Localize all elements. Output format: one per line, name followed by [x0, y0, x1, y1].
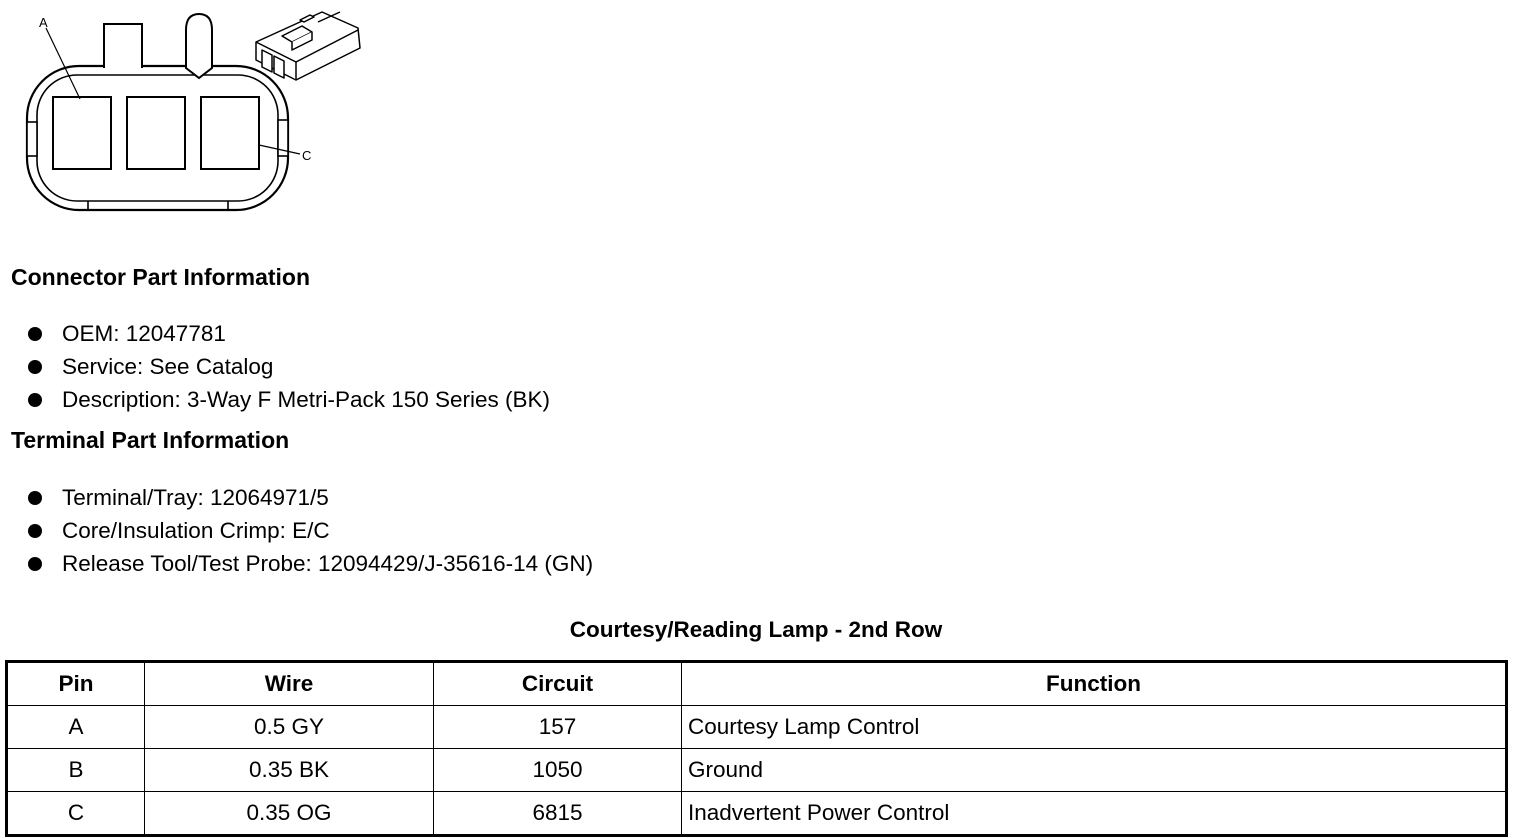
table-header-row [7, 662, 1507, 706]
table-row [7, 749, 1507, 792]
cavity-c [201, 97, 259, 169]
header-function: Function [682, 662, 1507, 706]
list-item [28, 547, 593, 580]
header-circuit: Circuit [434, 662, 682, 706]
table-row [7, 792, 1507, 836]
pin-cell: B [7, 749, 145, 792]
connector-left-latch [27, 122, 37, 156]
release-tool-text: Release Tool/Test Probe: 12094429/J-35616-14 (GN) [62, 550, 594, 576]
pin-a-leader [46, 28, 80, 99]
pin-c-label: C [302, 148, 312, 163]
wire-cell: 0.35 BK [145, 749, 434, 792]
header-pin: Pin [7, 662, 145, 706]
connector-key-tab [104, 24, 142, 68]
terminal-part-info-heading: Terminal Part Information [11, 427, 290, 453]
pin-cell: A [7, 706, 145, 749]
service-text: Service: See Catalog [62, 353, 274, 379]
cavity-b [127, 97, 185, 169]
bullet-icon [28, 327, 42, 341]
connector-isometric-view [256, 12, 360, 80]
pin-cell: C [7, 792, 145, 836]
terminal-part-info-list [28, 481, 593, 580]
connector-diagram [0, 0, 380, 230]
function-cell: Courtesy Lamp Control [682, 706, 1507, 749]
list-item [28, 317, 550, 350]
header-wire: Wire [145, 662, 434, 706]
terminal-tray-text: Terminal/Tray: 12064971/5 [62, 484, 329, 510]
bullet-icon [28, 393, 42, 407]
table-row [7, 706, 1507, 749]
function-cell: Ground [682, 749, 1507, 792]
table-title: Courtesy/Reading Lamp - 2nd Row [569, 617, 943, 642]
crimp-text: Core/Insulation Crimp: E/C [62, 517, 330, 543]
connector-part-info-heading: Connector Part Information [11, 264, 311, 290]
circuit-cell: 157 [434, 706, 682, 749]
bullet-icon [28, 524, 42, 538]
circuit-cell: 6815 [434, 792, 682, 836]
list-item [28, 383, 550, 416]
wire-cell: 0.35 OG [145, 792, 434, 836]
function-cell: Inadvertent Power Control [682, 792, 1507, 836]
cavity-a [53, 97, 111, 169]
bullet-icon [28, 360, 42, 374]
connector-part-info-list [28, 317, 550, 416]
list-item [28, 514, 593, 547]
connector-lock-tab [186, 14, 212, 78]
circuit-cell: 1050 [434, 749, 682, 792]
oem-text: OEM: 12047781 [62, 320, 226, 346]
list-item [28, 481, 593, 514]
pin-out-table [5, 660, 1508, 837]
pin-a-label: A [39, 15, 48, 30]
wire-cell: 0.5 GY [145, 706, 434, 749]
bullet-icon [28, 557, 42, 571]
list-item [28, 350, 550, 383]
bullet-icon [28, 491, 42, 505]
description-text: Description: 3-Way F Metri-Pack 150 Series (BK) [62, 386, 551, 412]
